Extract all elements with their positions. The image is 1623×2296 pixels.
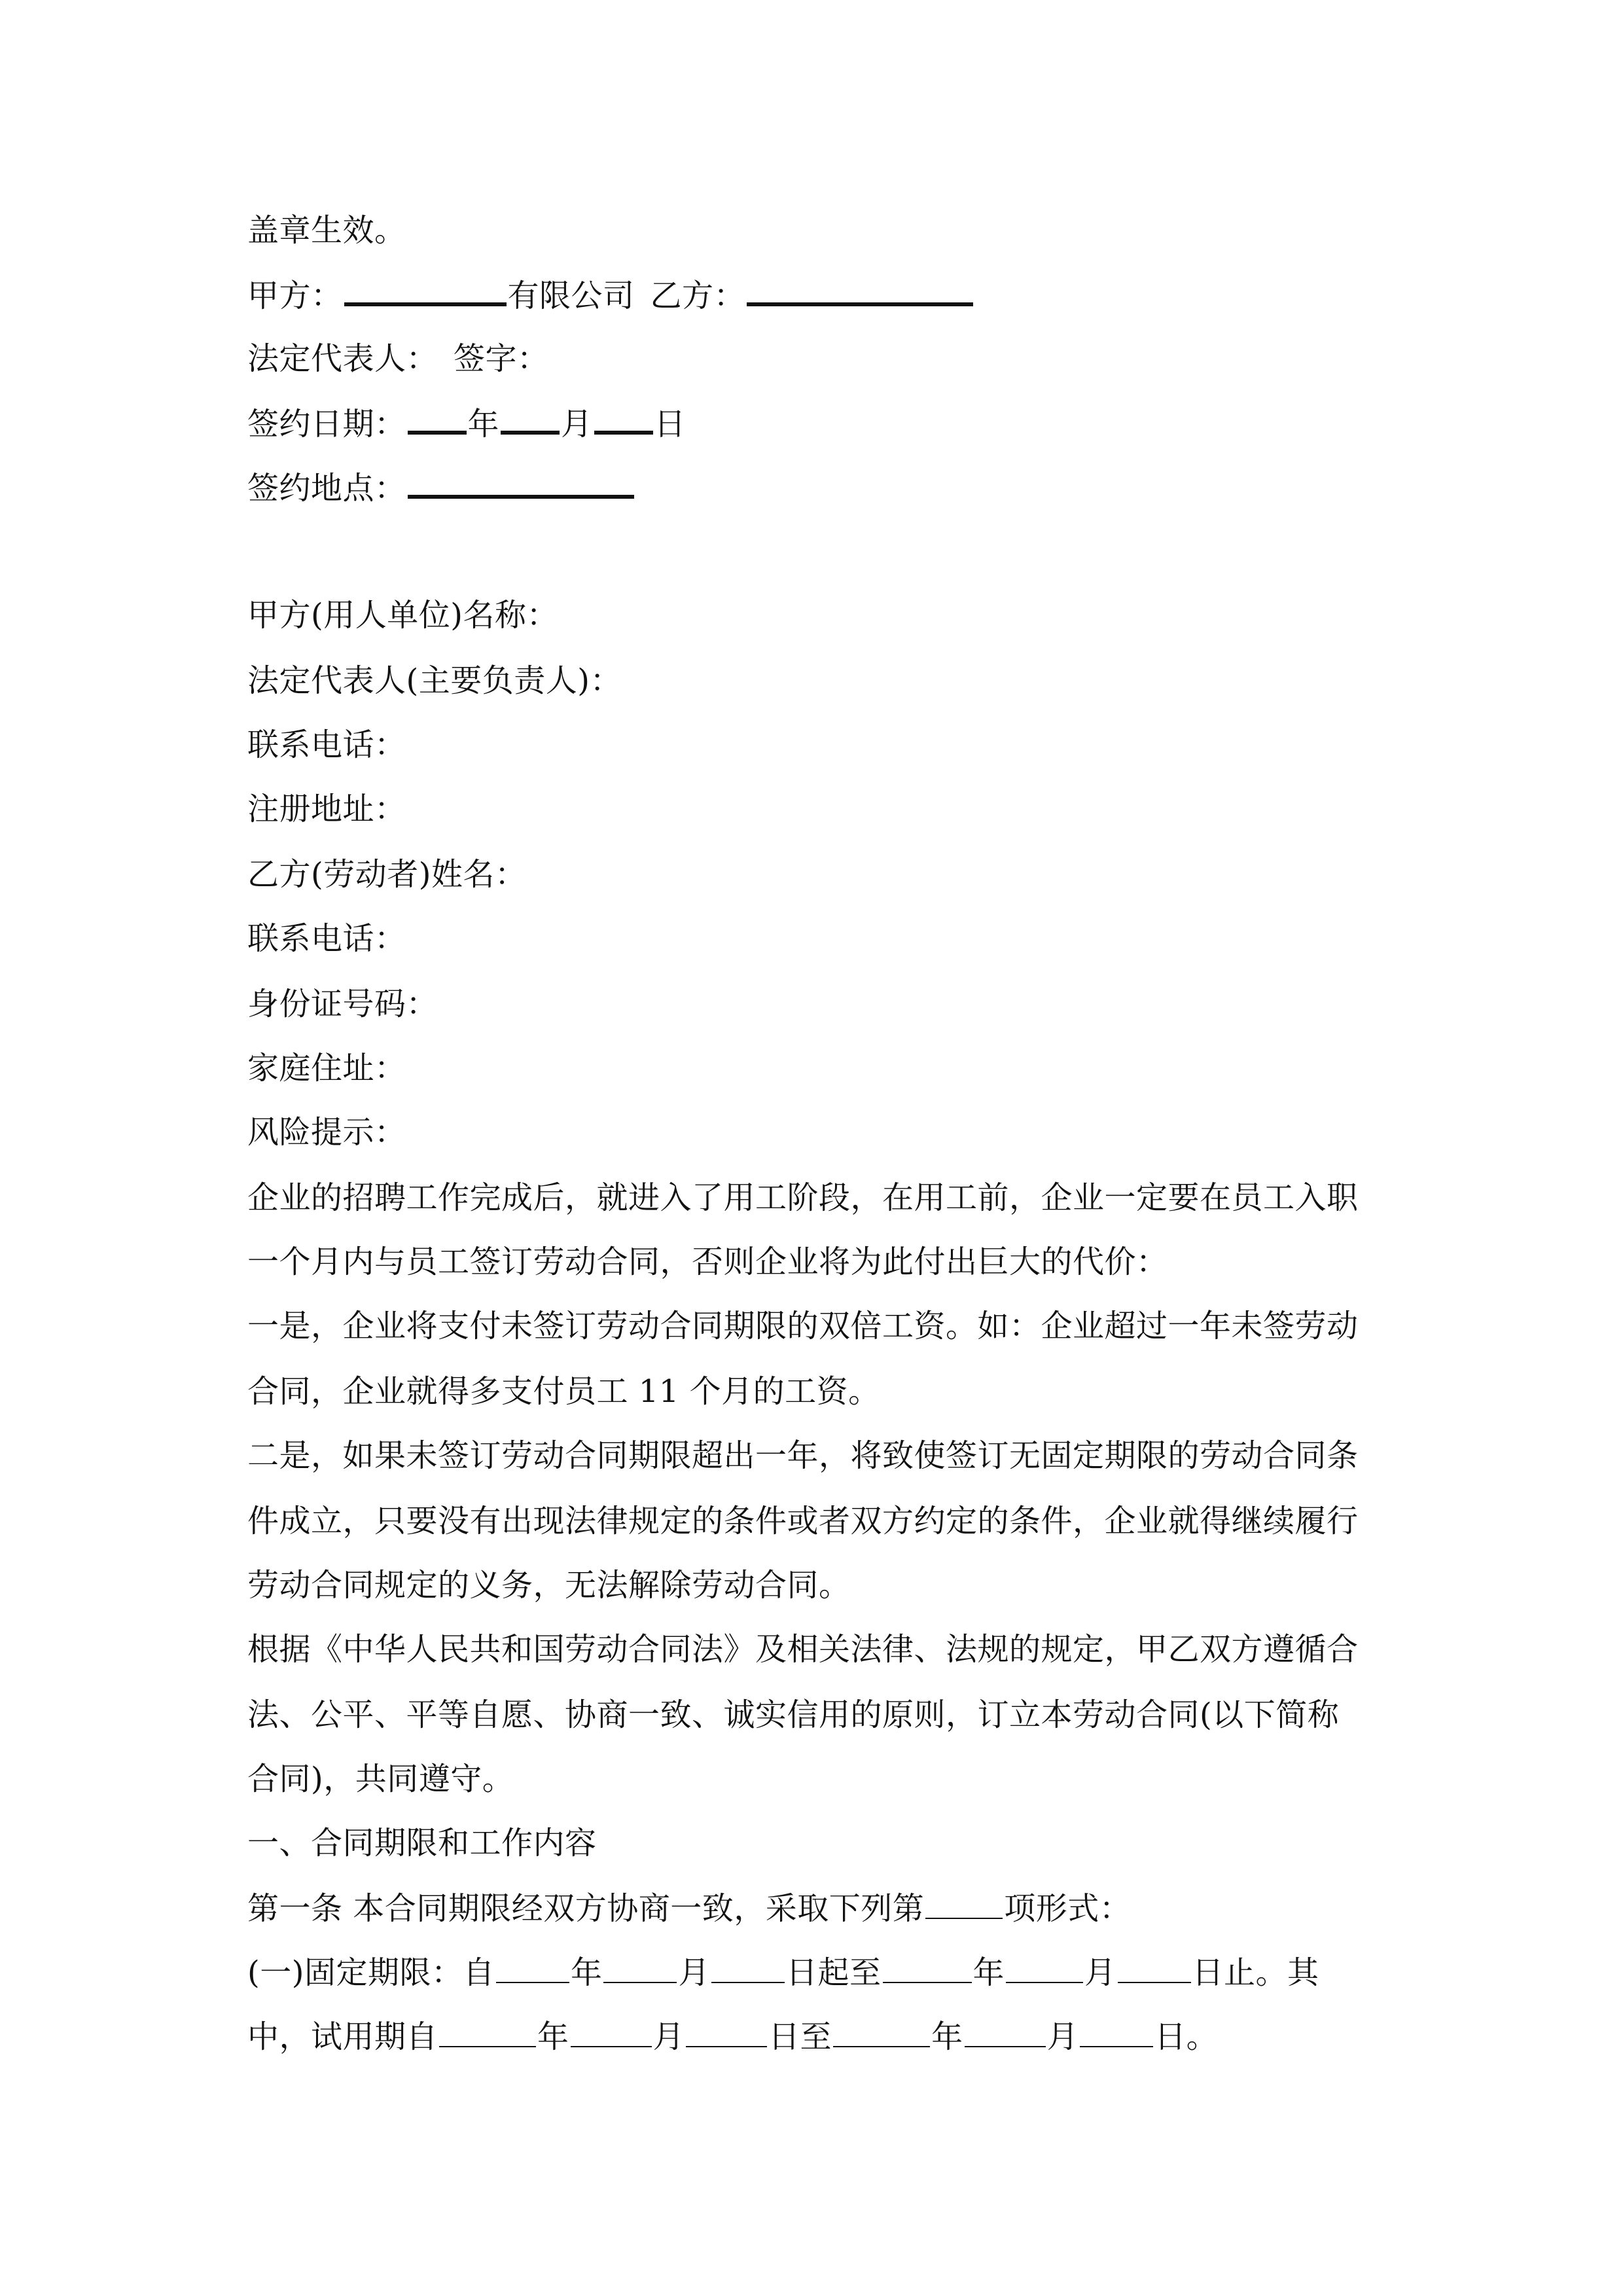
month-label: 月	[652, 2018, 685, 2055]
trial-period-label: 中，试用期自	[247, 2018, 438, 2055]
preamble-line3	[247, 1759, 1399, 1799]
party-a-name-label: 甲方(用人单位)名称：	[247, 597, 558, 634]
party-a-label: 甲方：	[247, 278, 343, 314]
year-label: 年	[931, 2018, 963, 2055]
risk-p3-line1	[247, 1436, 1399, 1475]
day-label: 日	[654, 406, 687, 442]
sign-date-line	[247, 404, 1399, 444]
reg-address-label: 注册地址：	[247, 791, 406, 827]
party-a-name-line	[247, 596, 1399, 635]
seal-effect-line	[247, 211, 1399, 250]
year-label: 年	[972, 1954, 1005, 1991]
sign-place-line	[247, 469, 1399, 508]
section1-heading-line	[247, 1823, 1399, 1863]
legal-rep-main-line	[247, 661, 1399, 700]
article1-option-blank[interactable]	[925, 1892, 1003, 1919]
trial-end-day-blank[interactable]	[1080, 2020, 1153, 2047]
phone-a-label: 联系电话：	[247, 726, 406, 763]
legal-rep-label: 法定代表人：	[247, 340, 438, 377]
home-address-line	[247, 1049, 1399, 1088]
year-label: 年	[467, 406, 500, 442]
end-day-label: 日止。其	[1192, 1954, 1319, 1991]
month-label: 月	[1046, 2018, 1079, 2055]
phone-b-label: 联系电话：	[247, 920, 406, 957]
month-label: 月	[561, 406, 593, 442]
section1-heading: 一、合同期限和工作内容	[247, 1825, 597, 1861]
party-b-name-line	[247, 855, 1399, 894]
risk-p3-text: 二是，如果未签订劳动合同期限超出一年，将致使签订无固定期限的劳动合同条	[247, 1437, 1359, 1474]
signature-label: 签字：	[454, 340, 549, 377]
parties-line	[247, 276, 1399, 315]
party-a-blank[interactable]	[344, 279, 507, 306]
risk-p1-line1	[247, 1178, 1399, 1217]
risk-p1-text: 企业的招聘工作完成后，就进入了用工阶段，在用工前，企业一定要在员工入职	[247, 1179, 1359, 1216]
day-end-label: 日。	[1154, 2018, 1219, 2055]
start-day-blank[interactable]	[711, 1956, 785, 1983]
trial-period-line	[247, 2017, 1399, 2056]
risk-p3-line3	[247, 1566, 1399, 1605]
article1-text-b: 项形式：	[1004, 1890, 1132, 1927]
start-month-blank[interactable]	[603, 1956, 677, 1983]
year-label: 年	[570, 1954, 603, 1991]
party-b-label: 乙方：	[650, 278, 746, 314]
party-b-blank[interactable]	[747, 279, 973, 306]
risk-p1-text: 一个月内与员工签订劳动合同，否则企业将为此付出巨大的代价：	[247, 1244, 1168, 1280]
risk-p2-line1	[247, 1306, 1399, 1346]
sign-day-blank[interactable]	[594, 407, 653, 435]
article1-text-a: 第一条 本合同期限经双方协商一致，采取下列第	[247, 1890, 925, 1927]
home-address-label: 家庭住址：	[247, 1050, 406, 1086]
reg-address-line	[247, 789, 1399, 829]
month-label: 月	[678, 1954, 710, 1991]
fixed-term-label: (一)固定期限：自	[247, 1954, 495, 1991]
start-day-label: 日起至	[786, 1954, 882, 1991]
preamble-text: 法、公平、平等自愿、协商一致、诚实信用的原则，订立本劳动合同(以下简称	[247, 1696, 1340, 1733]
risk-p3-text: 劳动合同规定的义务，无法解除劳动合同。	[247, 1567, 851, 1604]
phone-a-line	[247, 725, 1399, 764]
legal-rep-line	[247, 339, 1399, 378]
seal-effect-text: 盖章生效。	[247, 212, 406, 249]
start-year-blank[interactable]	[496, 1956, 569, 1983]
preamble-line1	[247, 1630, 1399, 1669]
trial-start-year-blank[interactable]	[439, 2020, 536, 2047]
article1-line	[247, 1889, 1399, 1928]
risk-p3-line2	[247, 1501, 1399, 1541]
sign-month-blank[interactable]	[501, 407, 560, 435]
sign-date-label: 签约日期：	[247, 406, 406, 442]
risk-p2-line2	[247, 1372, 1399, 1411]
end-day-blank[interactable]	[1118, 1956, 1191, 1983]
end-year-blank[interactable]	[883, 1956, 972, 1983]
risk-p3-text: 件成立，只要没有出现法律规定的条件或者双方约定的条件，企业就得继续履行	[247, 1503, 1359, 1539]
preamble-text: 合同)，共同遵守。	[247, 1761, 514, 1797]
party-b-name-label: 乙方(劳动者)姓名：	[247, 856, 527, 893]
trial-start-month-blank[interactable]	[571, 2020, 652, 2047]
risk-title-line	[247, 1113, 1399, 1152]
sign-place-blank[interactable]	[408, 471, 634, 499]
end-month-blank[interactable]	[1006, 1956, 1083, 1983]
risk-p2-text: 合同，企业就得多支付员工 11 个月的工资。	[247, 1373, 880, 1410]
id-number-line	[247, 984, 1399, 1024]
preamble-text: 根据《中华人民共和国劳动合同法》及相关法律、法规的规定，甲乙双方遵循合	[247, 1631, 1359, 1668]
risk-p1-line2	[247, 1242, 1399, 1282]
fixed-term-line	[247, 1953, 1399, 1992]
id-number-label: 身份证号码：	[247, 986, 438, 1022]
trial-end-month-blank[interactable]	[965, 2020, 1046, 2047]
month-label: 月	[1084, 1954, 1116, 1991]
risk-title: 风险提示：	[247, 1114, 406, 1151]
year-label: 年	[537, 2018, 569, 2055]
legal-rep-main-label: 法定代表人(主要负责人)：	[247, 662, 622, 699]
trial-start-day-blank[interactable]	[686, 2020, 767, 2047]
risk-p2-text: 一是，企业将支付未签订劳动合同期限的双倍工资。如：企业超过一年未签劳动	[247, 1308, 1359, 1344]
trial-end-year-blank[interactable]	[833, 2020, 930, 2047]
party-a-suffix: 有限公司	[507, 278, 635, 314]
sign-year-blank[interactable]	[408, 407, 467, 435]
preamble-line2	[247, 1695, 1399, 1734]
to-day-label: 日至	[768, 2018, 832, 2055]
sign-place-label: 签约地点：	[247, 470, 406, 507]
phone-b-line	[247, 919, 1399, 958]
